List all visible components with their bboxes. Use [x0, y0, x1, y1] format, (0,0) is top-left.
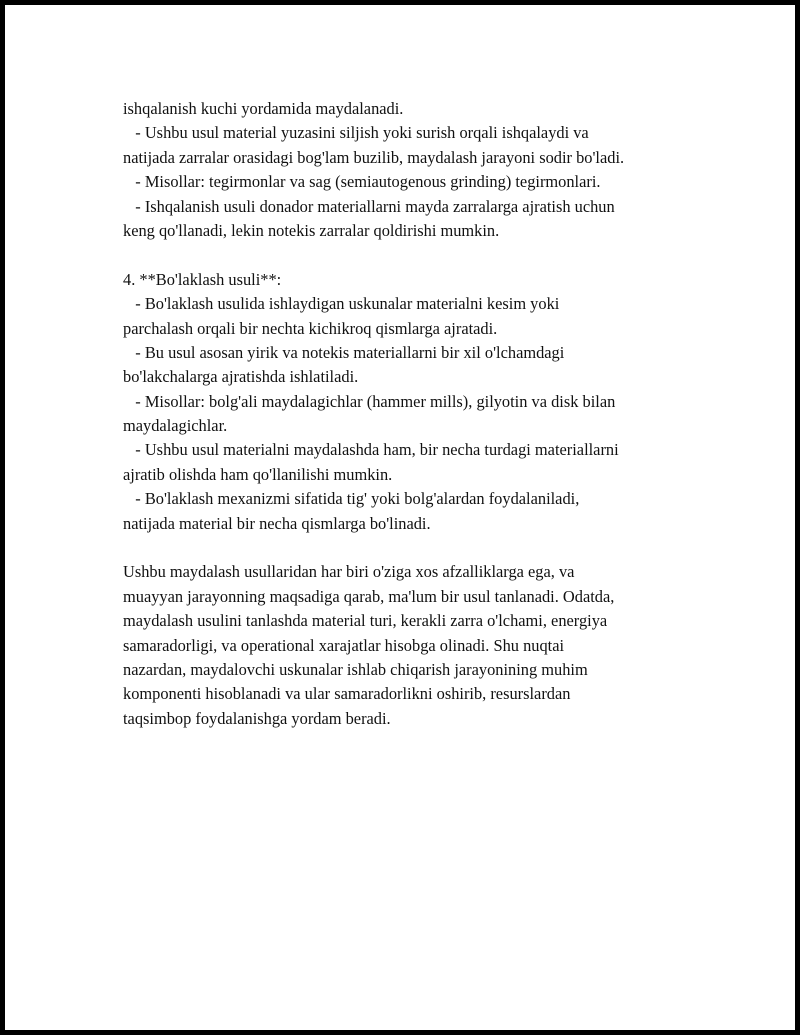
- text-line: parchalash orqali bir nechta kichikroq qismlarga ajratadi.: [123, 318, 498, 338]
- page-content: [123, 97, 703, 731]
- text-line: taqsimbop foydalanishga yordam beradi.: [123, 708, 391, 728]
- text-line: - Ushbu usul material yuzasini siljish yoki surish orqali ishqalaydi va: [123, 123, 589, 143]
- text-line: - Misollar: tegirmonlar va sag (semiautogenous grinding) tegirmonlari.: [123, 172, 601, 192]
- text-line: komponenti hisoblanadi va ular samaradorlikni oshirib, resurslardan: [123, 684, 571, 704]
- text-line: - Ishqalanish usuli donador materiallarni mayda zarralarga ajratish uchun: [123, 196, 615, 216]
- paragraph-friction-method: [123, 97, 703, 243]
- text-line: - Bo'laklash usulida ishlaydigan uskunalar materialni kesim yoki: [123, 294, 560, 314]
- text-line: nazardan, maydalovchi uskunalar ishlab chiqarish jarayonining muhim: [123, 659, 588, 679]
- text-line: ishqalanish kuchi yordamida maydalanadi.: [123, 99, 404, 118]
- text-line: maydalagichlar.: [123, 416, 228, 436]
- text-line: - Bo'laklash mexanizmi sifatida tig' yoki bolg'alardan foydalaniladi,: [123, 489, 580, 509]
- paragraph-gap: [123, 536, 703, 560]
- section-splitting-method: [123, 268, 703, 536]
- text-line: natijada material bir necha qismlarga bo'linadi.: [123, 513, 431, 533]
- text-line: ajratib olishda ham qo'llanilishi mumkin.: [123, 464, 393, 484]
- paragraph-gap: [123, 243, 703, 267]
- text-line: Ushbu maydalash usullaridan har biri o'ziga xos afzalliklarga ega, va: [123, 562, 575, 582]
- section-heading: 4. **Bo'laklash usuli**:: [123, 269, 282, 289]
- text-line: muayyan jarayonning maqsadiga qarab, ma'lum bir usul tanlanadi. Odatda,: [123, 586, 615, 606]
- text-line: samaradorligi, va operational xarajatlar hisobga olinadi. Shu nuqtai: [123, 635, 565, 655]
- text-line: - Misollar: bolg'ali maydalagichlar (hammer mills), gilyotin va disk bilan: [123, 391, 616, 411]
- paragraph-conclusion: [123, 560, 703, 731]
- text-line: maydalash usulini tanlashda material turi, kerakli zarra o'lchami, energiya: [123, 611, 608, 631]
- text-line: natijada zarralar orasidagi bog'lam buzilib, maydalash jarayoni sodir bo'ladi.: [123, 147, 625, 167]
- text-line: bo'lakchalarga ajratishda ishlatiladi.: [123, 367, 359, 387]
- text-line: keng qo'llanadi, lekin notekis zarralar qoldirishi mumkin.: [123, 220, 500, 240]
- text-line: - Bu usul asosan yirik va notekis materiallarni bir xil o'lchamdagi: [123, 342, 565, 362]
- text-line: - Ushbu usul materialni maydalashda ham, bir necha turdagi materiallarni: [123, 440, 619, 460]
